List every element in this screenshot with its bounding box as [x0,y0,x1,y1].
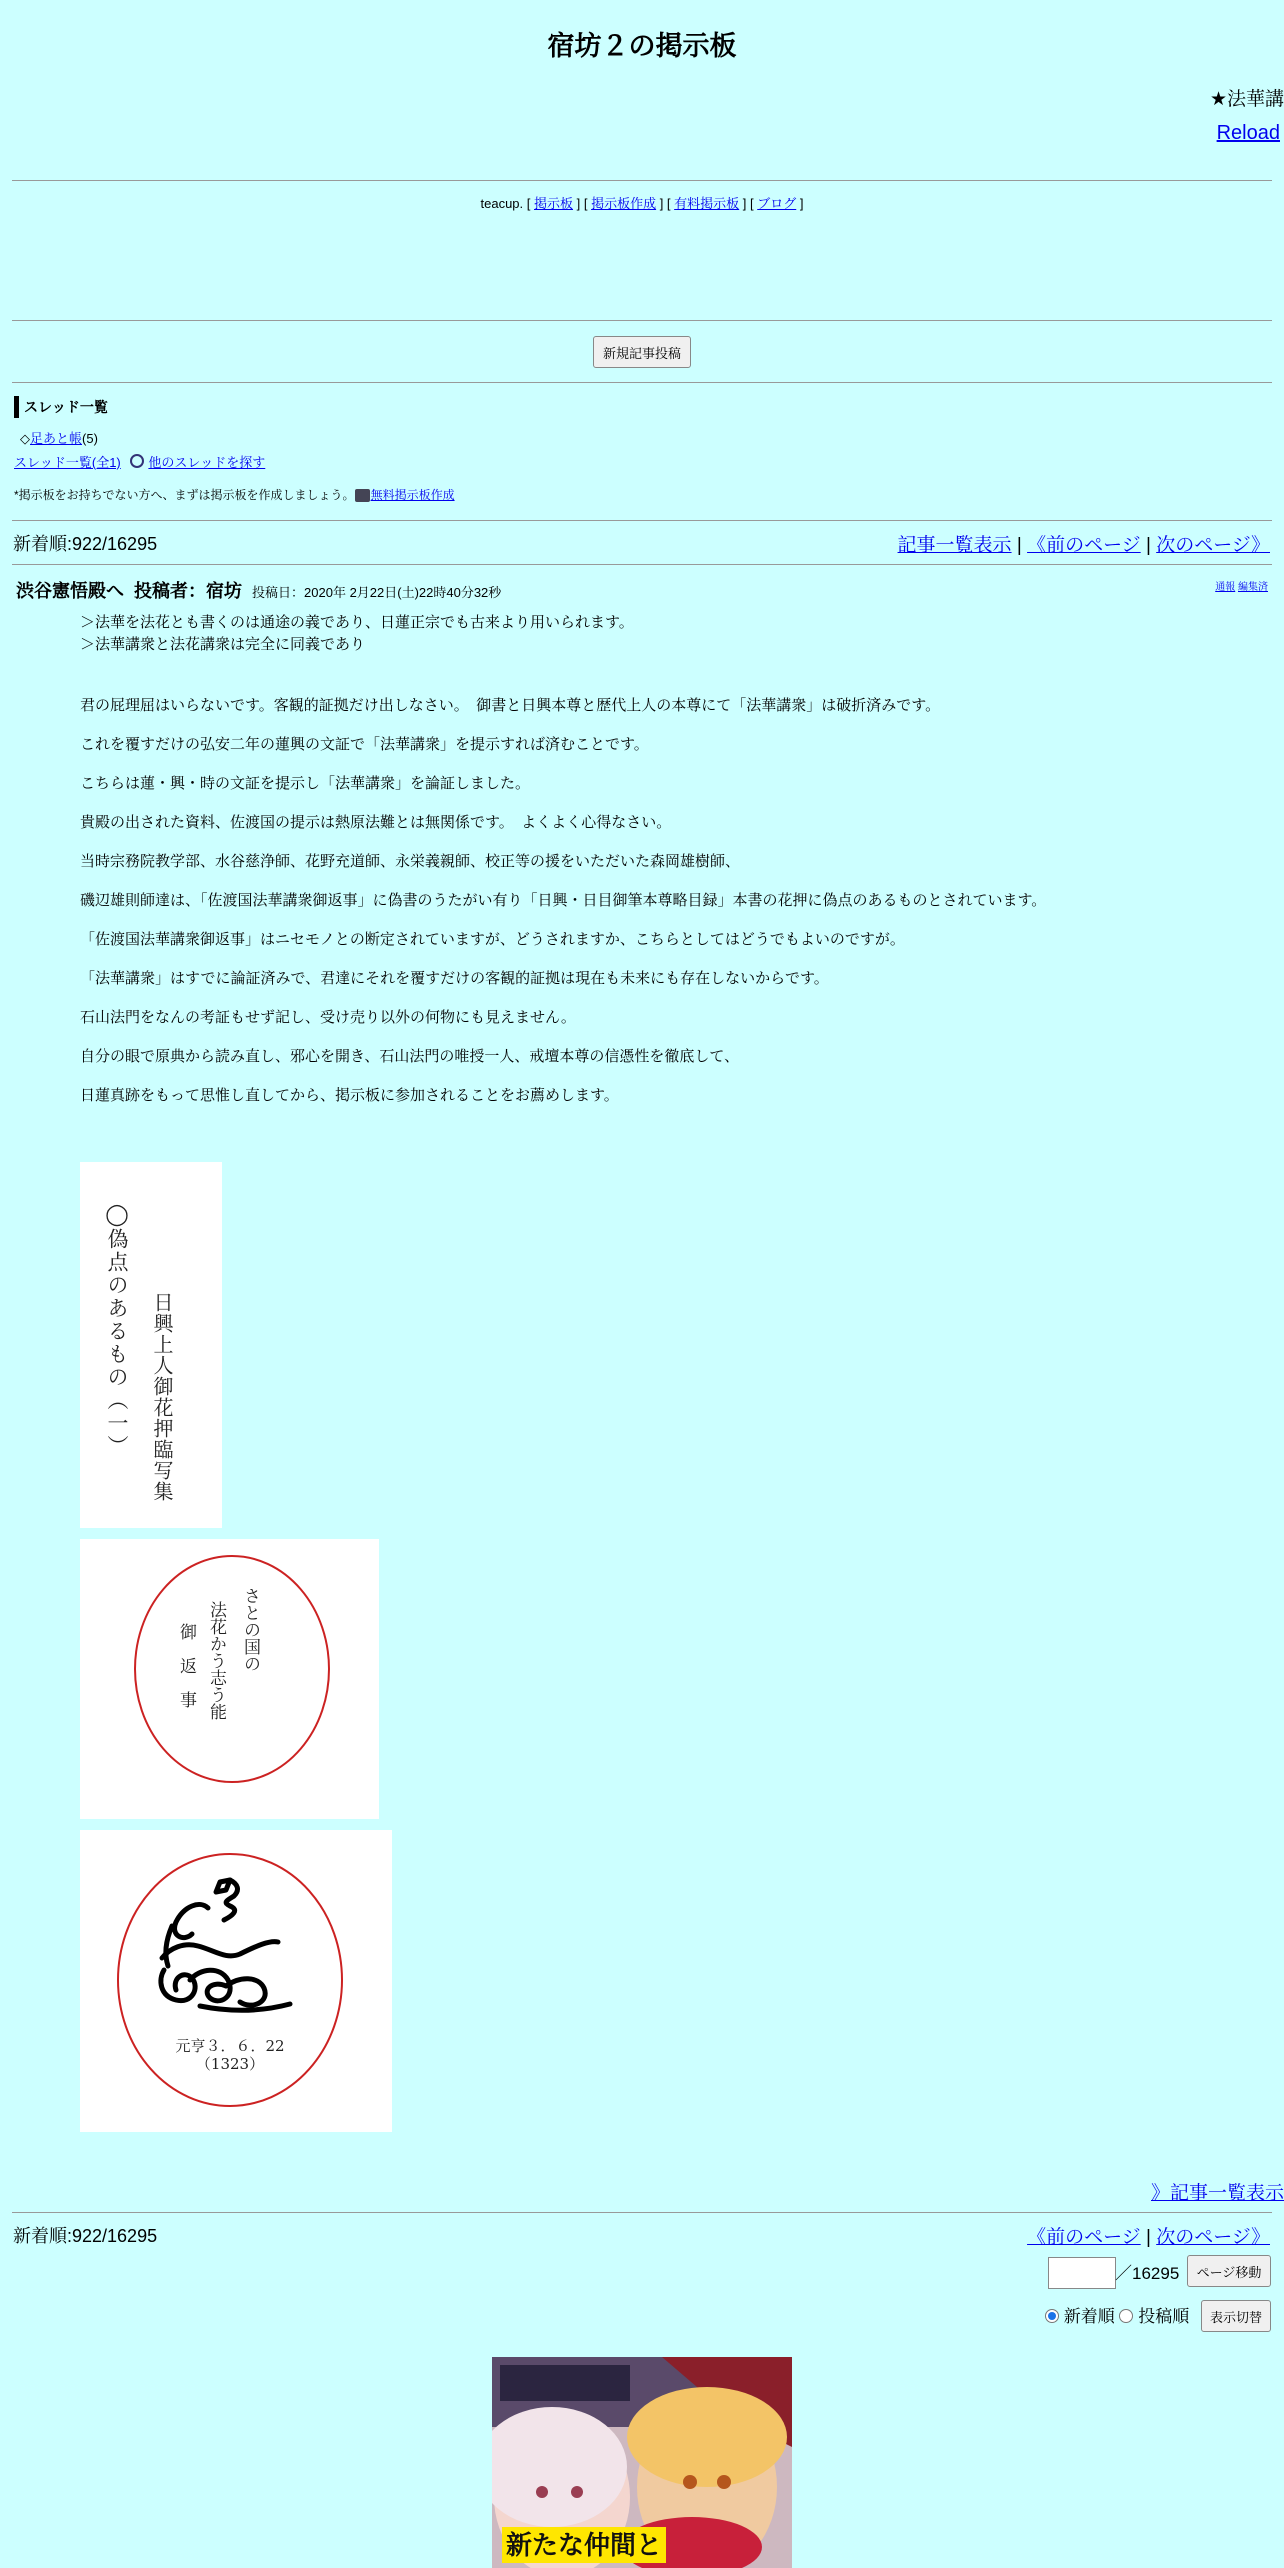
page-jump-button[interactable]: ページ移動 [1187,2255,1271,2287]
divider [12,2212,1272,2213]
sort-new-radio[interactable] [1045,2309,1059,2323]
thread-count: (5) [82,431,98,446]
bottom-pager [1027,2222,1270,2249]
seal-year: （1323） [195,2055,265,2073]
top-nav: teacup. [ 掲示板 ] [ 掲示板作成 ] [ 有料掲示板 ] [ ブログ ] [480,196,804,211]
page-title: 宿坊２の掲示板 [547,31,737,61]
post-image-kao-seal [80,1830,392,2132]
create-board-note-text: *掲示板をお持ちでない方へ、まずは掲示板を作成しましょう。 [14,488,355,502]
post-title: 渋谷憲悟殿へ [16,581,124,601]
advertisement-banner[interactable] [492,2357,792,2568]
post-paragraph: 日蓮真跡をもって思惟し直してから、掲示板に参加されることをお薦めします。 [80,1087,619,1104]
thread-link-footprints[interactable]: 足あと帳 [30,431,83,446]
post-date: 投稿日：2020年 2月22日(土)22時40分32秒 [252,585,502,600]
sort-options [1045,2302,1189,2327]
divider [12,382,1272,383]
seal-oval [80,1539,379,1819]
free-board-create-link[interactable]: 無料掲示板作成 [370,488,455,502]
pager-separator: | [1145,535,1151,556]
nav-link-board[interactable]: 掲示板 [534,196,574,211]
display-toggle-button[interactable]: 表示切替 [1201,2300,1271,2332]
prev-page-link[interactable]: 《前のページ [1027,535,1141,556]
next-page-link-bottom[interactable]: 次のページ》 [1156,2227,1270,2248]
post-counter-bottom: 新着順:922/16295 [13,2226,158,2246]
post-tools [1215,578,1268,593]
pager-separator: | [1145,2227,1151,2248]
post-paragraph: これを覆すだけの弘安二年の蓮興の文証で「法華講衆」を提示すれば済むことです。 [80,736,649,753]
nav-brand: teacup. [480,196,524,211]
post-counter: 新着順:922/16295 [13,534,158,554]
post-paragraph: 君の屁理屈はいらないです。客観的証拠だけ出しなさい。 御書と日興本尊と歴代上人の本尊にて「法華講衆」は破折済みです。 [80,697,941,714]
post-quote: ＞法華を法花とも書くのは通途の義であり、日蓮正宗でも古来より用いられます。 [80,614,634,631]
article-list-link[interactable]: 記事一覧表示 [897,535,1012,556]
post-paragraph: こちらは蓮・興・時の文証を提示し「法華講衆」を論証しました。 [80,775,531,792]
create-board-note [14,486,455,503]
seal-date-caption [80,2037,380,2073]
nav-link-paid-board[interactable]: 有料掲示板 [674,196,740,211]
post-paragraph: 「佐渡国法華講衆御返事」はニセモノとの断定されていますが、どうされますか、こちらとしてはどうでもよいのですが。 [80,931,905,948]
page-number-input[interactable] [1048,2257,1116,2289]
marquee-text: ★法華講 [1209,89,1284,110]
prev-page-link-bottom[interactable]: 《前のページ [1027,2227,1141,2248]
pager-separator: | [1016,535,1022,556]
post-image-fake-seals-title [80,1162,222,1528]
post-paragraph: 当時宗務院教学部、水谷慈浄師、花野充道師、永栄義親師、校正等の援をいただいた森岡雄樹師、 [80,853,741,870]
post-header [16,577,501,603]
next-page-link[interactable]: 次のページ》 [1156,535,1270,556]
seal-date: 元亨３．６．22 [175,2037,285,2055]
post-body [80,612,1260,1107]
nav-link-blog[interactable]: ブログ [757,196,797,211]
sort-new-label: 新着順 [1063,2307,1115,2326]
report-link[interactable]: 通報 [1215,582,1236,593]
post-paragraph: 磯辺雄則師達は、「佐渡国法華講衆御返事」に偽書のうたがい有り「日興・日目御筆本尊略目録」本書の花押に偽点のあるものとされています。 [80,892,1047,909]
divider [12,320,1272,321]
find-threads-link[interactable]: 他のスレッドを探す [148,455,266,470]
sort-post-radio[interactable] [1119,2309,1133,2323]
post-image-sado-reply [80,1539,379,1819]
post-author-label: 投稿者： [134,581,207,601]
nav-link-create-board[interactable]: 掲示板作成 [591,196,657,211]
image-text: 御 返 事 [176,1623,196,1708]
post-author: 宿坊 [206,581,243,601]
all-threads-link[interactable]: スレッド一覧(全1) [14,455,121,470]
divider [12,564,1272,565]
thread-marker: ◇ [20,431,30,446]
top-pager [898,530,1270,557]
thread-links [14,452,265,471]
edited-link[interactable]: 編集済 [1238,582,1268,593]
post-paragraph: 「法華講衆」はすでに論証済みで、君達にそれを覆すだけの客観的証拠は現在も未来にも存在しないからです。 [80,970,829,987]
thread-list-item [20,428,98,447]
post-paragraph: 貴殿の出された資料、佐渡国の提示は熱原法難とは無関係です。 よくよく心得なさい。 [80,814,672,831]
post-paragraph: 自分の眼で原典から読み直し、邪心を開き、石山法門の唯授一人、戒壇本尊の信憑性を徹底して、 [80,1048,740,1065]
search-icon [130,454,144,468]
divider [12,180,1272,181]
page-total: ／16295 [1115,2264,1180,2283]
image-text: ◯偽点のあるもの（一） [105,1202,129,1458]
board-icon [355,489,370,502]
divider [12,520,1272,521]
new-post-button[interactable]: 新規記事投稿 [593,336,691,368]
article-list-link-bottom[interactable]: 》記事一覧表示 [1150,2183,1284,2204]
image-text: さとの国の [240,1587,260,1672]
thread-list-heading: スレッド一覧 [14,396,108,418]
post-quote: ＞法華講衆と法花講衆は完全に同義であり [80,636,366,653]
ad-banner-text: 新たな仲間と [502,2527,666,2563]
reload-link[interactable]: Reload [1216,122,1280,144]
image-text: 日興上人御花押臨写集 [150,1292,174,1502]
post-paragraph: 石山法門をなんの考証もせず記し、受け売り以外の何物にも見えません。 [80,1009,576,1026]
sort-post-label: 投稿順 [1138,2307,1190,2326]
image-text: 法花かう志う能 [206,1601,226,1720]
kao-signature [80,1830,392,2132]
